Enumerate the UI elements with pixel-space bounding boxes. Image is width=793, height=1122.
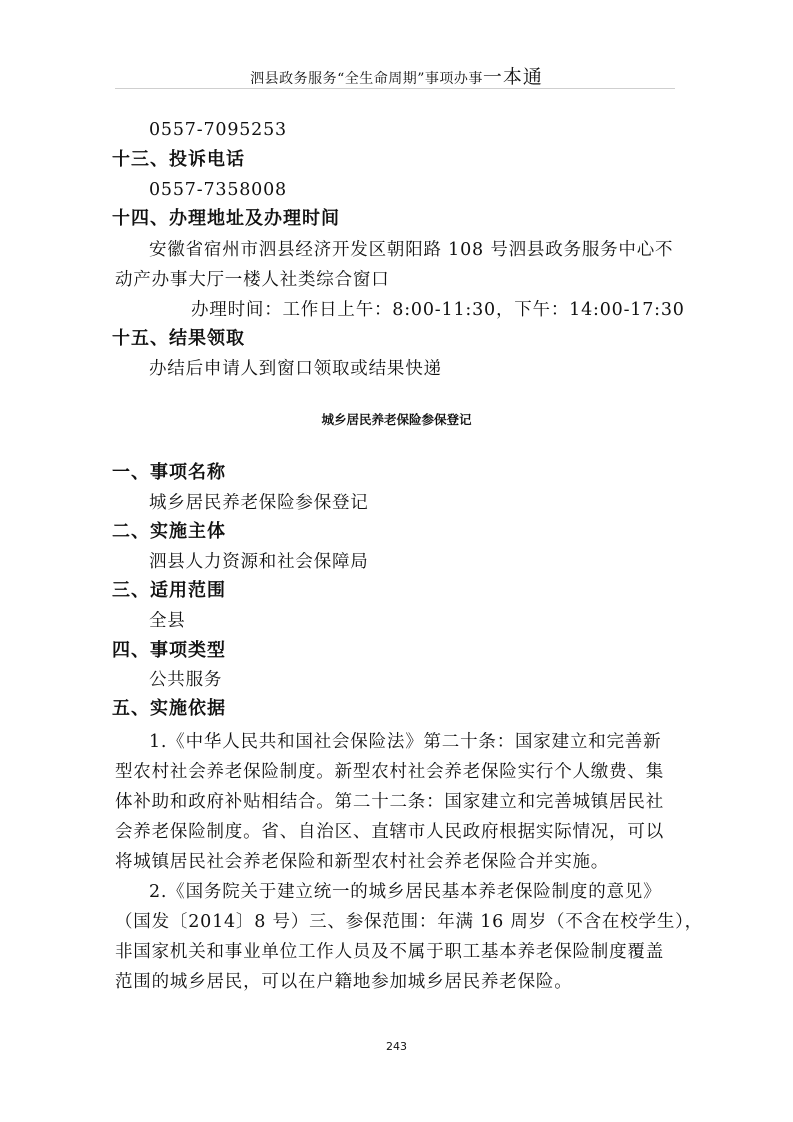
address-heading: 十四、办理地址及办理时间 [112, 208, 340, 229]
basis-2-line-4: 范围的城乡居民，可以在户籍地参加城乡居民养老保险。 [115, 972, 573, 992]
item-type: 公共服务 [149, 670, 223, 690]
scope-heading: 三、适用范围 [112, 580, 226, 601]
basis-1-line-4: 会养老保险制度。省、自治区、直辖市人民政府根据实际情况，可以 [115, 822, 664, 842]
basis-1-line-1: 1.《中华人民共和国社会保险法》第二十条：国家建立和完善新 [149, 732, 662, 752]
subject: 泗县人力资源和社会保障局 [149, 552, 369, 572]
type-heading: 四、事项类型 [112, 640, 226, 661]
header-text: 泗县政务服务“全生命周期”事项办事 [250, 71, 483, 87]
result-heading: 十五、结果领取 [112, 328, 245, 349]
basis-2-line-1: 2.《国务院关于建立统一的城乡居民基本养老保险制度的意见》 [149, 882, 662, 902]
basis-1-line-2: 型农村社会养老保险制度。新型农村社会养老保险实行个人缴费、集 [115, 762, 664, 782]
basis-1-line-5: 将城镇居民社会养老保险和新型农村社会养老保险合并实施。 [115, 852, 610, 872]
page-header [0, 62, 793, 89]
page-number: 243 [386, 1040, 407, 1053]
header-divider [115, 88, 675, 89]
section-title: 城乡居民养老保险参保登记 [321, 412, 472, 427]
complaint-phone-number: 0557-7358008 [149, 180, 287, 200]
prev-phone-number: 0557-7095253 [149, 120, 287, 140]
scope: 全县 [149, 611, 186, 631]
item-name-heading: 一、事项名称 [112, 462, 226, 483]
address-line-2: 动产办事大厅一楼人社类综合窗口 [115, 270, 390, 290]
result-text: 办结后申请人到窗口领取或结果快递 [149, 359, 442, 379]
basis-1-line-3: 体补助和政府补贴相结合。第二十二条：国家建立和完善城镇居民社 [115, 792, 664, 812]
complaint-phone-heading: 十三、投诉电话 [112, 149, 245, 170]
item-name: 城乡居民养老保险参保登记 [149, 493, 369, 513]
basis-heading: 五、实施依据 [112, 698, 226, 719]
basis-2-line-2: （国发〔2014〕8 号）三、参保范围：年满 16 周岁（不含在校学生）， [115, 912, 703, 932]
office-hours: 办理时间：工作日上午：8:00-11:30，下午：14:00-17:30 [191, 300, 685, 320]
subject-heading: 二、实施主体 [112, 521, 226, 542]
address-line-1: 安徽省宿州市泗县经济开发区朝阳路 108 号泗县政务服务中心不 [149, 240, 674, 260]
basis-2-line-3: 非国家机关和事业单位工作人员及不属于职工基本养老保险制度覆盖 [115, 942, 664, 962]
header-emphasis: 一本通 [482, 66, 543, 88]
